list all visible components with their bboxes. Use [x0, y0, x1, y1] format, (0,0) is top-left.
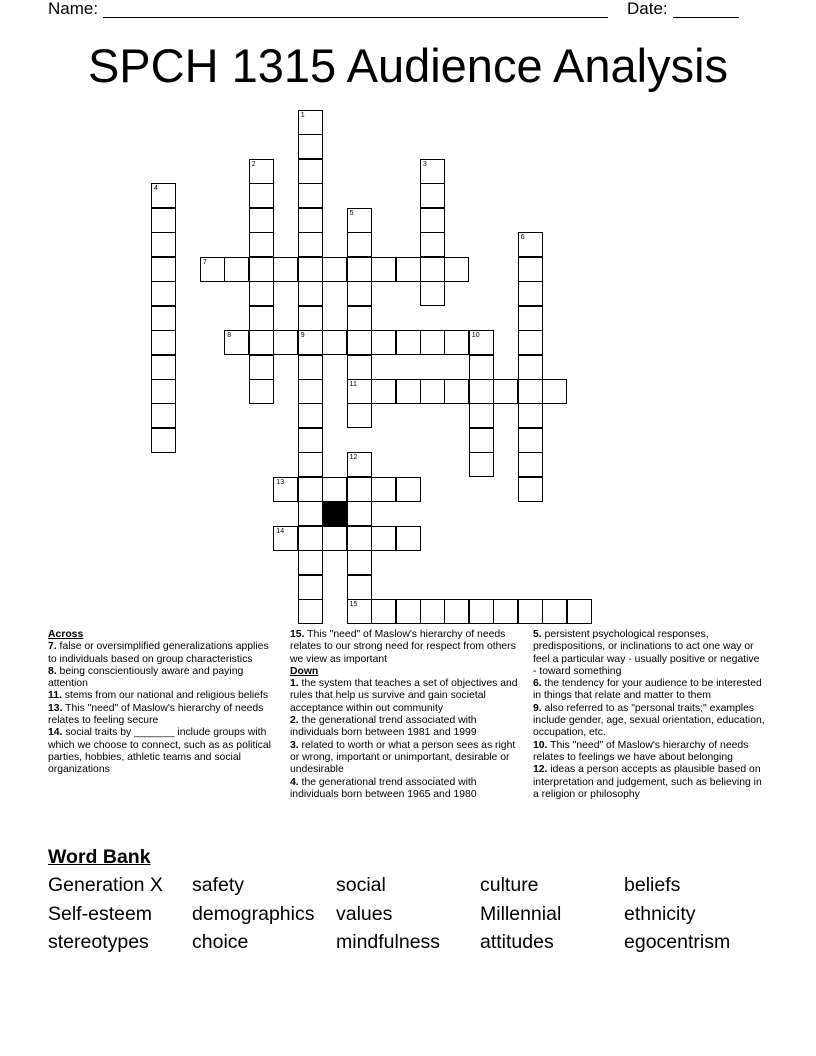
word-bank-item: values [336, 903, 393, 925]
crossword-cell[interactable] [469, 599, 494, 624]
crossword-cell[interactable] [151, 355, 176, 380]
crossword-cell[interactable] [518, 403, 543, 428]
crossword-cell[interactable] [151, 330, 176, 355]
crossword-cell[interactable] [518, 257, 543, 282]
crossword-cell[interactable] [396, 330, 421, 355]
clue-across-11: 11. stems from our national and religious beliefs [48, 690, 269, 702]
crossword-cell[interactable] [347, 355, 372, 380]
clue-down-4: 4. the generational trend associated with individuals born between 1965 and 1980 [290, 776, 477, 800]
clue-down-5: 5. persistent psychological responses, predispositions, or inclinations to act one way or feel a particular way - usually positive or negative - toward something [533, 629, 760, 677]
crossword-cell[interactable] [469, 403, 494, 428]
word-bank-item: stereotypes [48, 931, 149, 953]
crossword-cell[interactable] [298, 208, 323, 233]
clue-number: 2 [251, 160, 256, 168]
crossword-cell[interactable] [518, 477, 543, 502]
word-bank-item: Self-esteem [48, 903, 153, 925]
across-heading: Across [48, 629, 84, 640]
crossword-cell[interactable] [396, 477, 421, 502]
crossword-cell[interactable] [273, 330, 298, 355]
crossword-cell[interactable] [371, 330, 396, 355]
crossword-cell[interactable] [151, 257, 176, 282]
crossword-cell[interactable] [249, 159, 274, 184]
crossword-cell[interactable] [518, 355, 543, 380]
clue-down-1: 1. the system that teaches a set of objectives and rules that help us survive and gain societal acceptance within out community [290, 678, 518, 714]
crossword-cell[interactable] [298, 183, 323, 208]
crossword-cell[interactable] [298, 134, 323, 159]
crossword-cell[interactable] [444, 599, 469, 624]
crossword-cell[interactable] [224, 330, 249, 355]
word-bank-item: mindfulness [336, 931, 441, 953]
crossword-cell[interactable] [273, 257, 298, 282]
crossword-cell[interactable] [249, 379, 274, 404]
crossword-cell[interactable] [298, 355, 323, 380]
crossword-cell[interactable] [298, 306, 323, 331]
clue-number: 6 [520, 234, 525, 242]
crossword-cell[interactable] [396, 379, 421, 404]
crossword-cell[interactable] [322, 330, 347, 355]
crossword-cell[interactable] [249, 183, 274, 208]
crossword-cell[interactable] [518, 232, 543, 257]
crossword-cell[interactable] [444, 330, 469, 355]
clue-across-13: 13. This "need" of Maslow's hierarchy of needs relates to feeling secure [48, 702, 264, 727]
crossword-cell[interactable] [420, 232, 445, 257]
crossword-cell[interactable] [249, 208, 274, 233]
crossword-cell[interactable] [298, 232, 323, 257]
clue-number: 12 [349, 454, 358, 462]
crossword-cell[interactable] [298, 599, 323, 624]
crossword-cell[interactable] [249, 355, 274, 380]
crossword-cell[interactable] [396, 526, 421, 551]
crossword-cell[interactable] [249, 257, 274, 282]
crossword-cell[interactable] [420, 379, 445, 404]
crossword-cell[interactable] [420, 257, 445, 282]
crossword-cell[interactable] [542, 599, 567, 624]
crossword-cell[interactable] [200, 257, 225, 282]
crossword-cell[interactable] [151, 379, 176, 404]
crossword-cell[interactable] [249, 232, 274, 257]
crossword-cell[interactable] [396, 599, 421, 624]
crossword-cell[interactable] [347, 306, 372, 331]
word-bank-title: Word Bank [48, 846, 151, 868]
crossword-cell[interactable] [396, 257, 421, 282]
crossword-cell[interactable] [298, 379, 323, 404]
crossword-cell[interactable] [347, 330, 372, 355]
crossword-cell[interactable] [420, 159, 445, 184]
crossword-cell[interactable] [347, 599, 372, 624]
word-bank-item: safety [192, 874, 245, 896]
crossword-cell[interactable] [322, 526, 347, 551]
crossword-cell[interactable] [371, 379, 396, 404]
crossword-cell[interactable] [298, 428, 323, 453]
crossword-cell[interactable] [298, 257, 323, 282]
crossword-cell[interactable] [273, 526, 298, 551]
clue-across-8: 8. being conscientiously aware and paying attention [48, 665, 244, 690]
crossword-cell[interactable] [420, 183, 445, 208]
crossword-cell[interactable] [347, 281, 372, 306]
crossword-cell[interactable] [298, 281, 323, 306]
word-bank-item: ethnicity [624, 903, 696, 925]
clue-down-6: 6. the tendency for your audience to be interested in things that relate and matter to them [533, 678, 762, 702]
crossword-cell[interactable] [322, 477, 347, 502]
date-label: Date: [627, 0, 668, 18]
word-bank-item: egocentrism [624, 931, 731, 953]
word-bank-item: demographics [192, 903, 315, 925]
clues-column-1 [48, 629, 276, 777]
clue-across-14: 14. social traits by _______ include groups with which we choose to connect, such as as political parties, hobbies, athletic teams and social organizations [48, 727, 271, 776]
clue-down-9: 9. also referred to as "personal traits;" examples include gender, age, sexual orientation, education, occupation, etc. [533, 702, 765, 739]
crossword-cell[interactable] [151, 281, 176, 306]
crossword-cell[interactable] [298, 526, 323, 551]
crossword-cell[interactable] [420, 599, 445, 624]
clue-down-10: 10. This "need" of Maslow's hierarchy of needs relates to feelings we have about belonging [533, 739, 749, 763]
clue-across-15: 15. This "need" of Maslow's hierarchy of needs relates to our strong need for respect from others we view as important [290, 629, 516, 665]
crossword-cell[interactable] [347, 232, 372, 257]
crossword-cell[interactable] [469, 379, 494, 404]
clue-number: 4 [154, 185, 158, 193]
crossword-cell[interactable] [347, 477, 372, 502]
clue-number: 8 [227, 332, 232, 339]
clue-down-3: 3. related to worth or what a person sees as right or wrong, important or unimportant, desirable or undesirable [290, 739, 516, 776]
word-bank-item: beliefs [624, 874, 681, 896]
crossword-cell[interactable] [420, 208, 445, 233]
crossword-cell[interactable] [567, 599, 592, 624]
clue-number: 7 [202, 258, 207, 266]
word-bank-item: Generation X [48, 874, 163, 896]
crossword-cell[interactable] [518, 306, 543, 331]
clue-number: 5 [349, 209, 354, 217]
crossword-cell[interactable] [298, 403, 323, 428]
crossword-cell[interactable] [493, 379, 518, 404]
clue-number: 10 [471, 332, 480, 339]
crossword-cell[interactable] [347, 526, 372, 551]
crossword-cell[interactable] [249, 306, 274, 331]
crossword-cell[interactable] [469, 355, 494, 380]
word-bank-item: social [336, 874, 386, 896]
crossword-cell[interactable] [518, 379, 543, 404]
crossword-cell[interactable] [493, 599, 518, 624]
crossword-cell[interactable] [298, 550, 323, 575]
crossword-cell[interactable] [469, 330, 494, 355]
word-bank-item: attitudes [480, 931, 554, 953]
crossword-cell[interactable] [518, 428, 543, 453]
crossword-cell[interactable] [298, 110, 323, 135]
crossword-cell[interactable] [151, 183, 176, 208]
crossword-cell[interactable] [518, 452, 543, 477]
crossword-cell[interactable] [151, 232, 176, 257]
crossword-cell[interactable] [444, 257, 469, 282]
crossword-cell[interactable] [298, 159, 323, 184]
name-label: Name: [48, 0, 99, 18]
crossword-cell[interactable] [347, 403, 372, 428]
word-bank-item: culture [480, 874, 539, 896]
crossword-cell[interactable] [298, 452, 323, 477]
page-title: SPCH 1315 Audience Analysis [87, 39, 729, 92]
clue-number: 13 [276, 478, 285, 486]
crossword-cell[interactable] [298, 330, 323, 355]
crossword-cell[interactable] [151, 428, 176, 453]
clues-column-2 [290, 629, 527, 801]
crossword-cell[interactable] [298, 575, 323, 600]
crossword-cell[interactable] [420, 281, 445, 306]
clue-down-2: 2. the generational trend associated with individuals born between 1981 and 1999 [290, 715, 477, 739]
crossword-cell[interactable] [298, 501, 323, 526]
crossword-cell[interactable] [347, 501, 372, 526]
crossword-cell[interactable] [371, 599, 396, 624]
crossword-cell[interactable] [347, 257, 372, 282]
clue-number: 1 [300, 112, 305, 119]
crossword-cell[interactable] [347, 379, 372, 404]
crossword-cell[interactable] [249, 281, 274, 306]
clue-number: 11 [349, 380, 357, 388]
shaded-cell [322, 501, 347, 526]
crossword-cell[interactable] [518, 599, 543, 624]
crossword-cell[interactable] [151, 403, 176, 428]
crossword-cell[interactable] [347, 452, 372, 477]
crossword-cell[interactable] [298, 477, 323, 502]
word-bank-item: choice [192, 931, 249, 953]
crossword-cell[interactable] [518, 281, 543, 306]
crossword-cell[interactable] [347, 550, 372, 575]
clue-number: 3 [422, 160, 427, 168]
crossword-cell[interactable] [347, 575, 372, 600]
crossword-cell[interactable] [322, 257, 347, 282]
crossword-cell[interactable] [249, 330, 274, 355]
crossword-cell[interactable] [347, 208, 372, 233]
crossword-cell[interactable] [371, 477, 396, 502]
crossword-cell[interactable] [518, 330, 543, 355]
clue-across-7: 7. false or oversimplified generalizations applies to individuals based on group characteristics [48, 641, 269, 665]
clue-down-12: 12. ideas a person accepts as plausible based on interpretation and judgement, such as believing in a religion or philosophy [533, 764, 762, 800]
down-heading: Down [290, 665, 319, 677]
crossword-cell[interactable] [151, 208, 176, 233]
clue-number: 14 [276, 527, 285, 535]
crossword-cell[interactable] [444, 379, 469, 404]
crossword-cell[interactable] [469, 428, 494, 453]
crossword-cell[interactable] [371, 526, 396, 551]
word-bank-item: Millennial [480, 903, 562, 925]
crossword-cell[interactable] [469, 452, 494, 477]
clues-column-3 [533, 629, 765, 801]
crossword-cell[interactable] [273, 477, 298, 502]
crossword-cell[interactable] [371, 257, 396, 282]
crossword-cell[interactable] [542, 379, 567, 404]
crossword-cell[interactable] [420, 330, 445, 355]
clue-number: 9 [300, 332, 305, 339]
crossword-cell[interactable] [151, 306, 176, 331]
crossword-cell[interactable] [224, 257, 249, 282]
clue-number: 15 [349, 601, 358, 608]
